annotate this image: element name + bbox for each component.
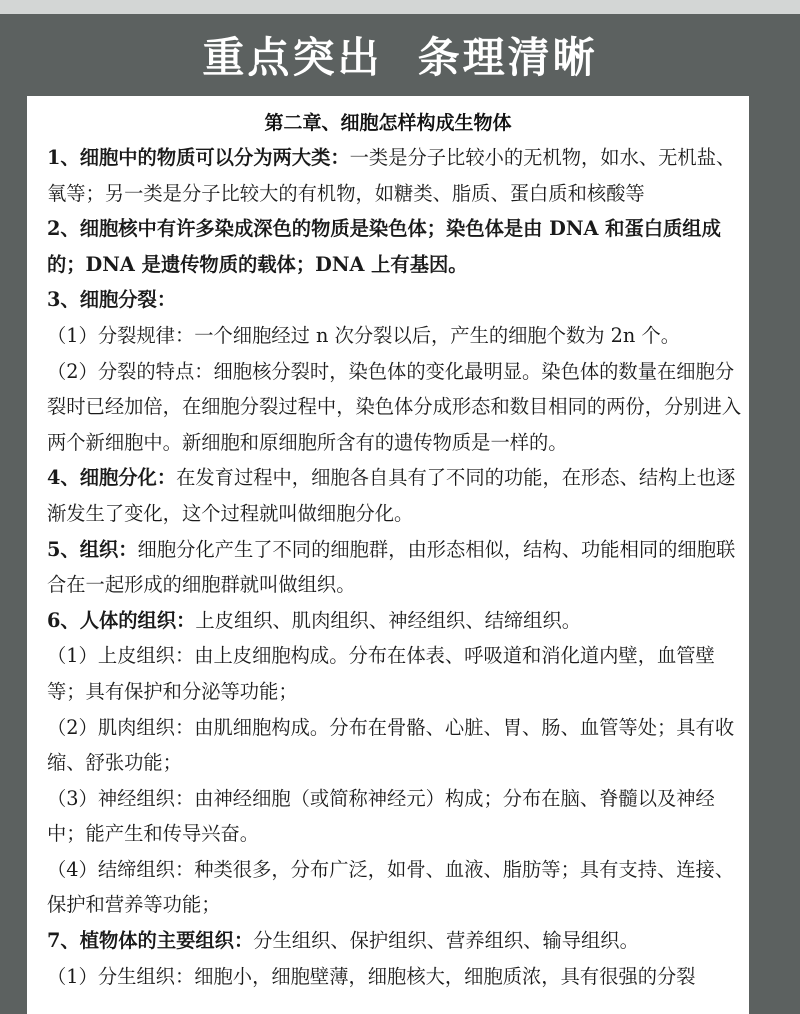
- paragraph-text: （1）分裂规律：一个细胞经过 n 次分裂以后，产生的细胞个数为 2n 个。: [47, 323, 681, 347]
- paragraph-3-2: [47, 354, 745, 461]
- paragraph-6-2: [47, 710, 745, 781]
- paragraph-text: 上皮组织、肌肉组织、神经组织、结缔组织。: [195, 608, 582, 632]
- paragraph-lead: 7、植物体的主要组织：: [47, 929, 254, 953]
- paragraph-3: [47, 282, 745, 318]
- paragraph-text: （2）肌肉组织：由肌细胞构成。分布在骨骼、心脏、胃、肠、血管等处；具有收缩、舒张功能；: [47, 715, 735, 775]
- paragraph-4: [47, 460, 745, 531]
- paragraph-6-4: [47, 852, 745, 923]
- paragraph-lead: 5、组织：: [47, 537, 138, 561]
- paragraph-text: 分生组织、保护组织、营养组织、输导组织。: [253, 929, 639, 953]
- paragraph-6-1: [47, 638, 745, 709]
- paragraph-text: （1）分生组织：细胞小，细胞壁薄，细胞核大，细胞质浓，具有很强的分裂: [47, 964, 696, 988]
- paragraph-lead: 1、细胞中的物质可以分为两大类：: [47, 146, 350, 169]
- paragraph-text: 一类是分子比较小的无机物，如水、无机盐、氧等；另一类是分子比较大的有机物，如糖类、脂质、蛋白质和核酸等: [47, 146, 736, 205]
- paragraph-text: （3）神经组织：由神经细胞（或简称神经元）构成；分布在脑、脊髓以及神经中；能产生和传导兴奋。: [47, 786, 715, 846]
- paragraph-lead: 3、细胞分裂：: [47, 288, 177, 312]
- banner-title: 重点突出 条理清晰: [202, 33, 598, 82]
- paragraph-lead: 6、人体的组织：: [47, 608, 196, 632]
- paragraph-2: [47, 211, 745, 282]
- paragraph-lead: 4、细胞分化：: [47, 466, 177, 490]
- paragraph-text: （4）结缔组织：种类很多，分布广泛，如骨、血液、脂肪等；具有支持、连接、保护和营养等功能；: [47, 857, 735, 917]
- paragraph-3-1: [47, 318, 745, 354]
- top-strip: [0, 0, 800, 14]
- paragraph-5: [47, 532, 745, 603]
- paragraph-text: 在发育过程中，细胞各自具有了不同的功能，在形态、结构上也逐渐发生了变化，这个过程就叫做细胞分化。: [47, 466, 736, 525]
- document-sheet: [27, 96, 749, 1014]
- content-body: [47, 140, 745, 994]
- paragraph-6: [47, 603, 745, 639]
- paragraph-lead: 2、细胞核中有许多染成深色的物质是染色体；染色体是由 DNA 和蛋白质组成的；DNA 是遗传物质的载体；DNA 上有基因。: [47, 217, 721, 276]
- paragraph-1: [47, 140, 745, 211]
- paragraph-6-3: [47, 781, 745, 852]
- banner: [0, 14, 800, 96]
- chapter-title: 第二章、细胞怎样构成生物体: [264, 112, 512, 134]
- paragraph-text: 细胞分化产生了不同的细胞群，由形态相似，结构、功能相同的细胞联合在一起形成的细胞群就叫做组织。: [47, 537, 736, 597]
- paragraph-7-1: [47, 959, 745, 995]
- paragraph-text: （1）上皮组织：由上皮细胞构成。分布在体表、呼吸道和消化道内壁，血管壁等；具有保护和分泌等功能；: [47, 644, 715, 703]
- paragraph-text: （2）分裂的特点：细胞核分裂时，染色体的变化最明显。染色体的数量在细胞分裂时已经加倍，在细胞分裂过程中，染色体分成形态和数目相同的两份，分别进入两个新细胞中。新细胞和原细胞所含有的遗传物质是一样的。: [47, 359, 742, 454]
- paragraph-7: [47, 923, 745, 959]
